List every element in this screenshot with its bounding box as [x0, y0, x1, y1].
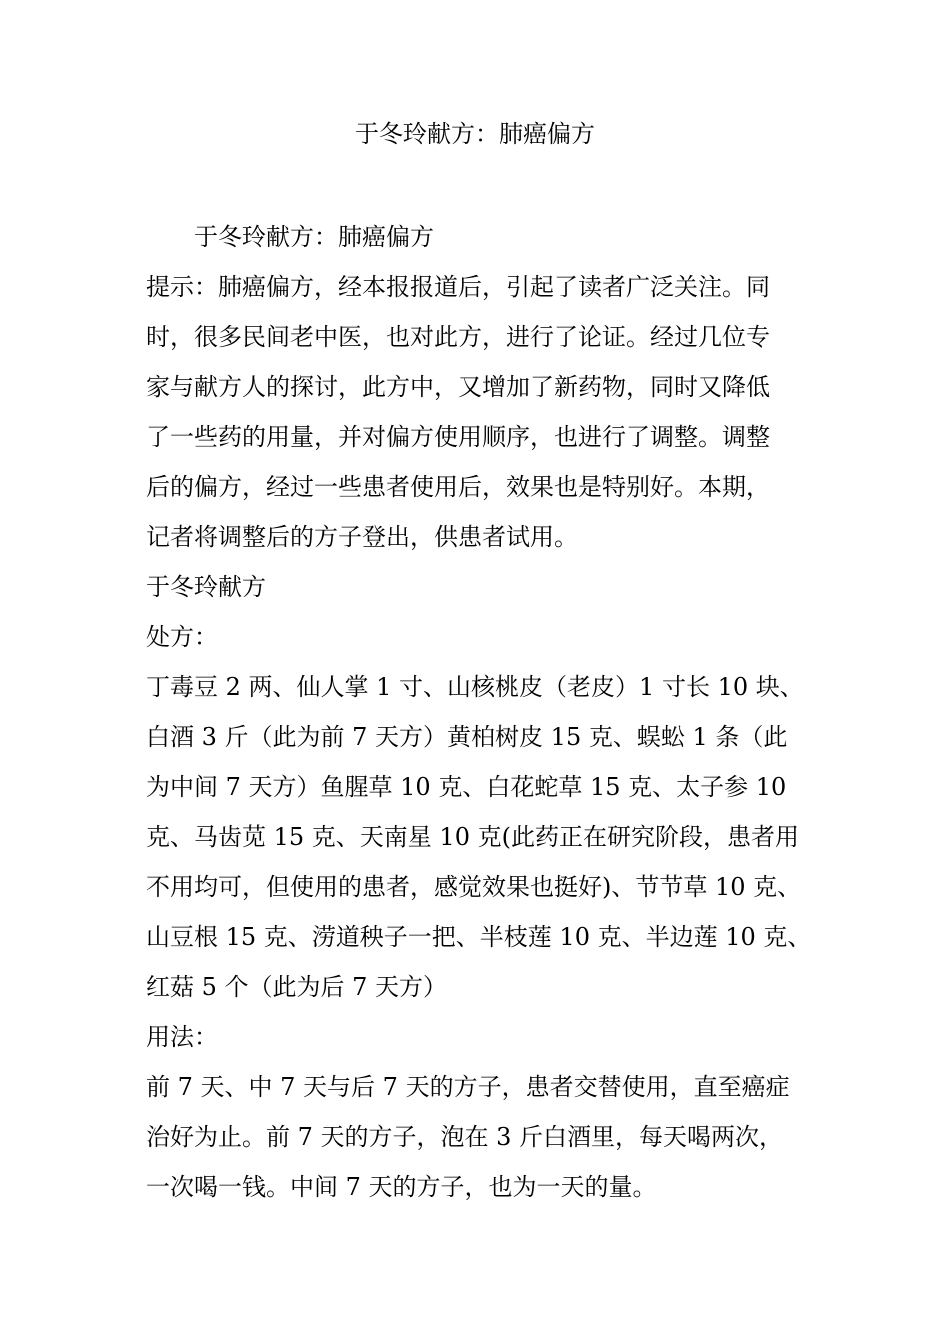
text-line: 治好为止。前 7 天的方子，泡在 3 斤白酒里，每天喝两次，	[146, 1123, 784, 1151]
text-line: 一次喝一钱。中间 7 天的方子，也为一天的量。	[146, 1173, 657, 1201]
text-line: 前 7 天、中 7 天与后 7 天的方子，患者交替使用，直至癌症	[146, 1073, 790, 1101]
document-body	[146, 212, 818, 1212]
text-line: 为中间 7 天方）鱼腥草 10 克、白花蛇草 15 克、太子参 10	[146, 773, 787, 801]
text-line: 不用均可，但使用的患者，感觉效果也挺好)、节节草 10 克、	[146, 873, 802, 901]
text-line: 白酒 3 斤（此为前 7 天方）黄柏树皮 15 克、蜈蚣 1 条（此	[146, 723, 788, 751]
text-line: 克、马齿苋 15 克、天南星 10 克(此药正在研究阶段，患者用	[146, 823, 799, 851]
text-line: 了一些药的用量，并对偏方使用顺序，也进行了调整。调整	[146, 423, 770, 451]
document-title: 于冬玲献方：肺癌偏方	[355, 120, 595, 148]
text-line: 红菇 5 个（此为后 7 天方）	[146, 973, 448, 1001]
text-line: 家与献方人的探讨，此方中，又增加了新药物，同时又降低	[146, 373, 770, 401]
text-line: 山豆根 15 克、涝道秧子一把、半枝莲 10 克、半边莲 10 克、	[146, 923, 812, 951]
text-line: 时，很多民间老中医，也对此方，进行了论证。经过几位专	[146, 323, 770, 351]
section-heading: 处方：	[146, 623, 218, 651]
text-line: 后的偏方，经过一些患者使用后，效果也是特别好。本期，	[146, 473, 770, 501]
text-line: 丁毒豆 2 两、仙人掌 1 寸、山核桃皮（老皮）1 寸长 10 块、	[146, 673, 804, 701]
text-line: 提示：肺癌偏方，经本报报道后，引起了读者广泛关注。同	[146, 273, 770, 301]
section-heading: 用法：	[146, 1023, 218, 1051]
section-heading: 于冬玲献方	[146, 573, 266, 601]
subtitle-line: 于冬玲献方：肺癌偏方	[194, 223, 434, 251]
text-line: 记者将调整后的方子登出，供患者试用。	[146, 523, 578, 551]
